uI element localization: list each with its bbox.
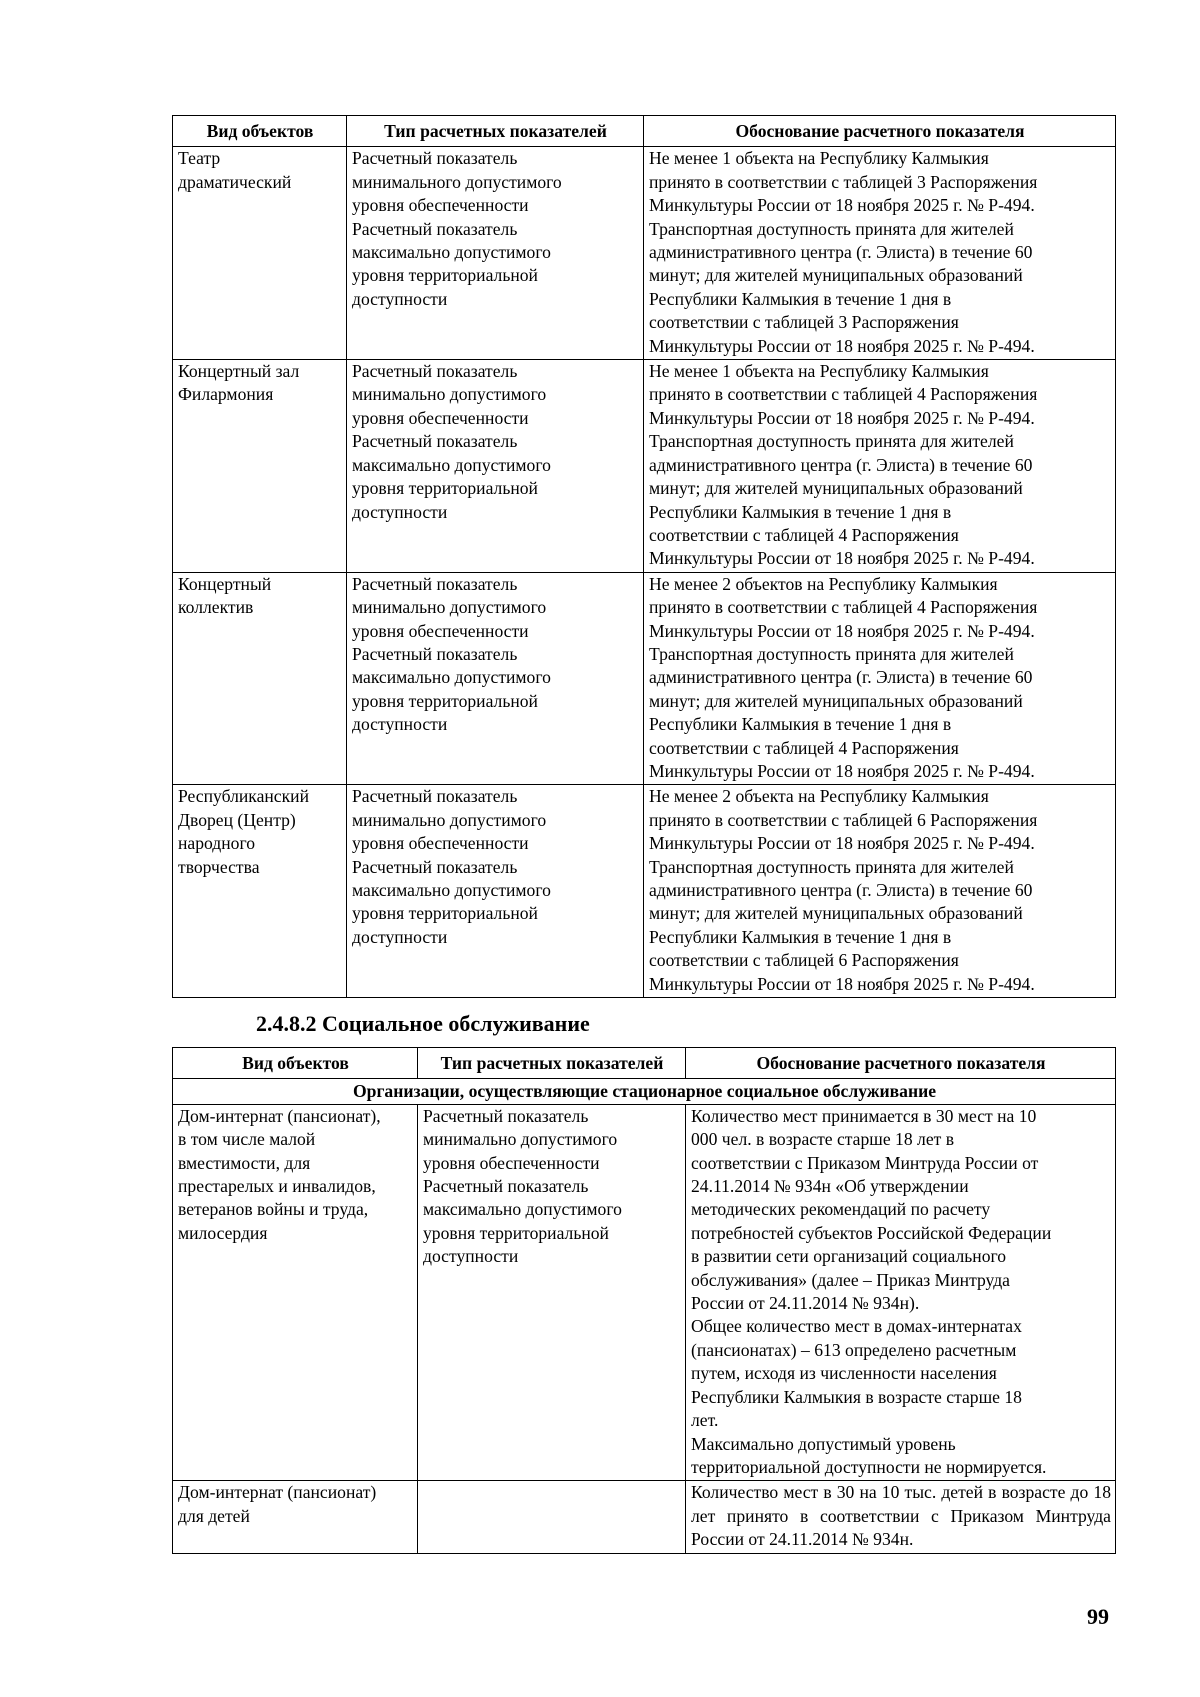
basis-cell: Не менее 2 объекта на Республику Калмыкия принято в соответствии с таблицей 6 Распоряжения Минкультуры России от 18 ноября 2025 г. № Р-494. Транспортная доступность принята для жителей административного центра (г. Элиста) в течение 60 минут; для жителей муниципальных образований Республики Калмыкия в течение 1 дня в соответствии с таблицей 6 Распоряжения Минкультуры России от 18 ноября 2025 г. № Р-494. (644, 785, 1116, 998)
basis-cell: Не менее 1 объекта на Республику Калмыкия принято в соответствии с таблицей 3 Распоряжения Минкультуры России от 18 ноября 2025 г. № Р-494. Транспортная доступность принята для жителей административного центра (г. Элиста) в течение 60 минут; для жителей муниципальных образований Республики Калмыкия в течение 1 дня в соответствии с таблицей 3 Распоряжения Минкультуры России от 18 ноября 2025 г. № Р-494. (644, 147, 1116, 360)
table-row (173, 147, 1116, 360)
object-cell: Дом-интернат (пансионат) для детей (173, 1481, 418, 1553)
object-cell: Дом-интернат (пансионат), в том числе малой вместимости, для престарелых и инвалидов, ветеранов войны и труда, милосердия (173, 1104, 418, 1481)
header-indicator-type: Тип расчетных показателей (418, 1048, 686, 1079)
table-row (173, 785, 1116, 998)
object-cell: Концертный коллектив (173, 572, 347, 785)
table-row (173, 360, 1116, 573)
indicator-type-cell: Расчетный показатель минимально допустимого уровня обеспеченности Расчетный показатель максимально допустимого уровня территориальной доступности (418, 1104, 686, 1481)
table-subheader: Организации, осуществляющие стационарное социальное обслуживание (173, 1079, 1116, 1104)
social-services-table (172, 1047, 1116, 1554)
table-subheader-row (173, 1079, 1116, 1104)
table-row (173, 1481, 1116, 1553)
basis-cell: Не менее 2 объектов на Республику Калмыкия принято в соответствии с таблицей 4 Распоряжения Минкультуры России от 18 ноября 2025 г. № Р-494. Транспортная доступность принята для жителей административного центра (г. Элиста) в течение 60 минут; для жителей муниципальных образований Республики Калмыкия в течение 1 дня в соответствии с таблицей 4 Распоряжения Минкультуры России от 18 ноября 2025 г. № Р-494. (644, 572, 1116, 785)
page-number: 99 (1087, 1604, 1109, 1629)
header-indicator-type: Тип расчетных показателей (347, 116, 644, 147)
culture-objects-table (172, 115, 1116, 998)
section-title: 2.4.8.2 Социальное обслуживание (256, 1011, 590, 1036)
basis-cell: Количество мест в 30 на 10 тыс. детей в возрасте до 18 лет принято в соответствии с Приказом Минтруда России от 24.11.2014 № 934н. (686, 1481, 1116, 1553)
indicator-type-cell: Расчетный показатель минимально допустимого уровня обеспеченности Расчетный показатель максимально допустимого уровня территориальной доступности (347, 572, 644, 785)
header-indicator-basis: Обоснование расчетного показателя (686, 1048, 1116, 1079)
basis-cell: Не менее 1 объекта на Республику Калмыкия принято в соответствии с таблицей 4 Распоряжения Минкультуры России от 18 ноября 2025 г. № Р-494. Транспортная доступность принята для жителей административного центра (г. Элиста) в течение 60 минут; для жителей муниципальных образований Республики Калмыкия в течение 1 дня в соответствии с таблицей 4 Распоряжения Минкультуры России от 18 ноября 2025 г. № Р-494. (644, 360, 1116, 573)
header-object-type: Вид объектов (173, 116, 347, 147)
table-header-row (173, 1048, 1116, 1079)
indicator-type-cell: Расчетный показатель минимально допустимого уровня обеспеченности Расчетный показатель максимально допустимого уровня территориальной доступности (347, 785, 644, 998)
indicator-type-cell (418, 1481, 686, 1553)
object-cell: Театр драматический (173, 147, 347, 360)
indicator-type-cell: Расчетный показатель минимального допустимого уровня обеспеченности Расчетный показатель максимально допустимого уровня территориальной доступности (347, 147, 644, 360)
header-object-type: Вид объектов (173, 1048, 418, 1079)
indicator-type-cell: Расчетный показатель минимально допустимого уровня обеспеченности Расчетный показатель максимально допустимого уровня территориальной доступности (347, 360, 644, 573)
table-header-row (173, 116, 1116, 147)
table-row (173, 572, 1116, 785)
object-cell: Республиканский Дворец (Центр) народного творчества (173, 785, 347, 998)
table-row (173, 1104, 1116, 1481)
basis-cell: Количество мест принимается в 30 мест на 10 000 чел. в возрасте старше 18 лет в соответствии с Приказом Минтруда России от 24.11.2014 № 934н «Об утверждении методических рекомендаций по расчету потребностей субъектов Российской Федерации в развитии сети организаций социального обслуживания» (далее – Приказ Минтруда России от 24.11.2014 № 934н). Общее количество мест в домах-интернатах (пансионатах) – 613 определено расчетным путем, исходя из численности населения Республики Калмыкия в возрасте старше 18 лет. Максимально допустимый уровень территориальной доступности не нормируется. (686, 1104, 1116, 1481)
object-cell: Концертный зал Филармония (173, 360, 347, 573)
header-indicator-basis: Обоснование расчетного показателя (644, 116, 1116, 147)
